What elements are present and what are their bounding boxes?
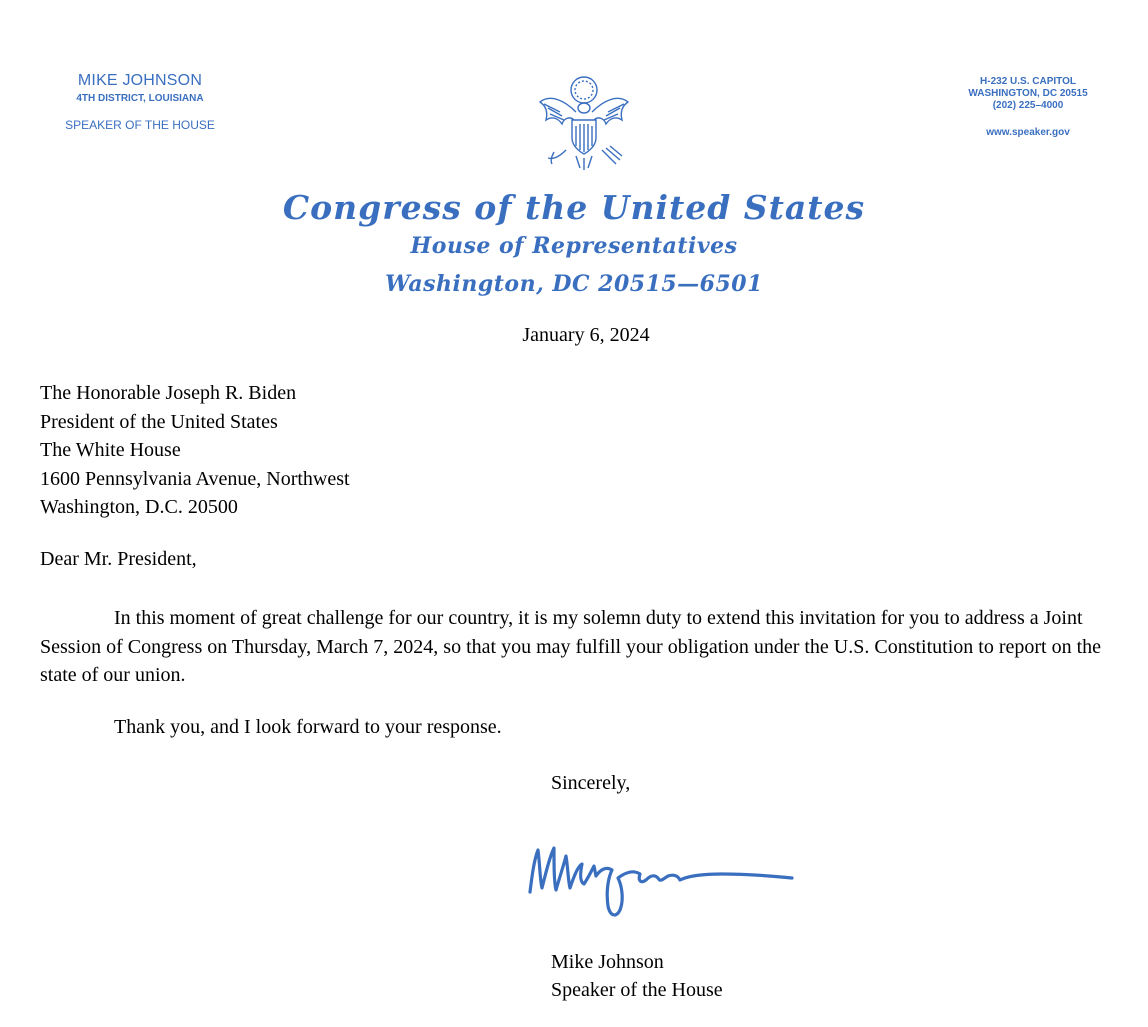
letter-date: January 6, 2024: [522, 324, 650, 346]
signature-icon: [522, 836, 802, 922]
salutation: Dear Mr. President,: [40, 548, 197, 570]
thanks-line: Thank you, and I look forward to your response.: [114, 716, 502, 738]
signatory-name: Mike Johnson: [551, 951, 664, 973]
letterhead-left: [40, 72, 240, 132]
recipient-line: President of the United States: [40, 410, 278, 433]
signatory-block: [551, 948, 723, 1004]
letterhead-phone: (202) 225–4000: [992, 100, 1064, 111]
letterhead-right: [938, 76, 1118, 139]
great-seal-eagle-icon: [536, 72, 632, 172]
recipient-line: 1600 Pennsylvania Avenue, Northwest: [40, 467, 350, 490]
recipient-line: The White House: [40, 439, 181, 461]
letterhead-congress: Congress of the United States: [282, 188, 866, 227]
letterhead-website: www.speaker.gov: [986, 127, 1070, 138]
recipient-line: The Honorable Joseph R. Biden: [40, 382, 297, 404]
letterhead-role: SPEAKER OF THE HOUSE: [65, 118, 215, 132]
signatory-title: Speaker of the House: [551, 979, 723, 1001]
recipient-block: [40, 379, 350, 522]
recipient-line: Washington, D.C. 20500: [40, 496, 238, 518]
letterhead-district: 4TH DISTRICT, LOUISIANA: [76, 93, 204, 104]
letterhead-city: WASHINGTON, DC 20515: [968, 88, 1088, 99]
body-paragraph: In this moment of great challenge for our country, it is my solemn duty to extend this invitation for you to address a Joint Session of Congress on Thursday, March 7, 2024, so that you may fulfill your obligation under the U.S. Constitution to report on the state of our union.: [40, 607, 1102, 686]
letterhead-office: H-232 U.S. CAPITOL: [980, 76, 1076, 87]
letterhead-address: Washington, DC 20515—6501: [385, 271, 763, 297]
letterhead-house: House of Representatives: [410, 233, 738, 259]
letterhead-name: MIKE JOHNSON: [77, 72, 203, 89]
closing: Sincerely,: [551, 772, 631, 794]
